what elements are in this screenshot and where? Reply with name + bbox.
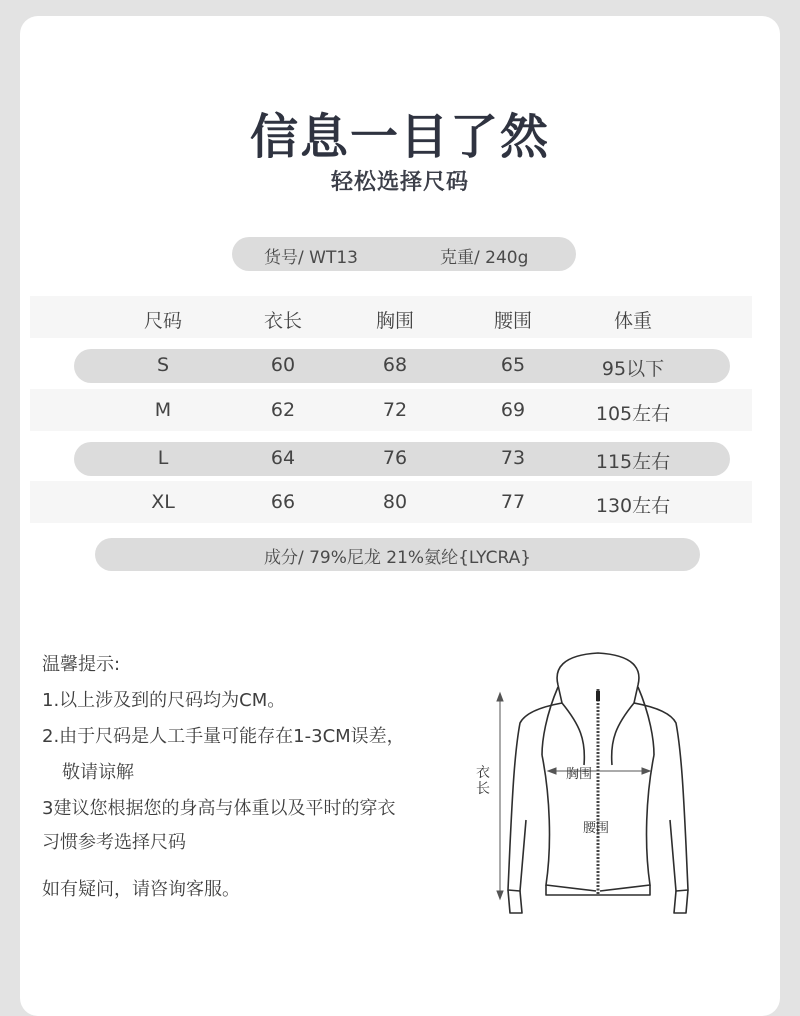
cell-chest: 72 bbox=[382, 399, 408, 421]
composition-text: 成分/ 79%尼龙 21%氨纶{LYCRA} bbox=[263, 548, 532, 568]
cell-waist: 73 bbox=[500, 447, 526, 469]
tip-line: 敬请谅解 bbox=[62, 762, 134, 783]
label-waist: 腰围 bbox=[583, 821, 610, 836]
table-row bbox=[74, 349, 730, 383]
product-info-pill bbox=[232, 237, 576, 271]
cell-chest: 68 bbox=[382, 354, 408, 376]
cell-weight: 105左右 bbox=[595, 403, 671, 425]
label-chest: 胸围 bbox=[566, 767, 593, 782]
jacket-measurement-icon bbox=[470, 645, 700, 925]
header-size: 尺码 bbox=[143, 310, 182, 332]
header-waist: 腰围 bbox=[493, 310, 532, 332]
cell-length: 62 bbox=[270, 399, 296, 421]
cell-length: 64 bbox=[270, 447, 296, 469]
fabric-weight: 克重/ 240g bbox=[440, 248, 529, 268]
cell-weight: 115左右 bbox=[595, 451, 671, 473]
cell-waist: 69 bbox=[500, 399, 526, 421]
cell-waist: 77 bbox=[500, 491, 526, 513]
composition-pill bbox=[95, 538, 700, 571]
cell-length: 60 bbox=[270, 354, 296, 376]
tip-line: 3建议您根据您的身高与体重以及平时的穿衣 bbox=[42, 798, 396, 819]
table-row bbox=[30, 481, 752, 523]
page-subtitle: 轻松选择尺码 bbox=[330, 170, 469, 195]
tips-heading: 温馨提示: bbox=[42, 654, 121, 675]
cell-size: M bbox=[154, 399, 172, 421]
cell-weight: 130左右 bbox=[595, 495, 671, 517]
cell-length: 66 bbox=[270, 491, 296, 513]
tip-line: 2.由于尺码是人工手量可能存在1-3CM误差， bbox=[42, 726, 405, 747]
tip-line: 1.以上涉及到的尺码均为CM。 bbox=[42, 690, 286, 711]
cell-waist: 65 bbox=[500, 354, 526, 376]
header-length: 衣长 bbox=[263, 310, 302, 332]
header-weight: 体重 bbox=[613, 310, 652, 332]
cell-size: S bbox=[156, 354, 170, 376]
header-chest: 胸围 bbox=[375, 310, 414, 332]
tip-line: 习惯参考选择尺码 bbox=[42, 832, 186, 853]
cell-size: L bbox=[157, 447, 169, 469]
cell-chest: 76 bbox=[382, 447, 408, 469]
table-row bbox=[30, 389, 752, 431]
table-row bbox=[74, 442, 730, 476]
table-header bbox=[30, 296, 752, 338]
cell-weight: 95以下 bbox=[601, 358, 665, 380]
item-number: 货号/ WT13 bbox=[264, 248, 358, 268]
label-length: 衣长 bbox=[476, 765, 490, 797]
cell-chest: 80 bbox=[382, 491, 408, 513]
cell-size: XL bbox=[151, 491, 175, 513]
page-title: 信息一目了然 bbox=[249, 109, 550, 165]
tip-line: 如有疑问，请咨询客服。 bbox=[42, 879, 240, 900]
